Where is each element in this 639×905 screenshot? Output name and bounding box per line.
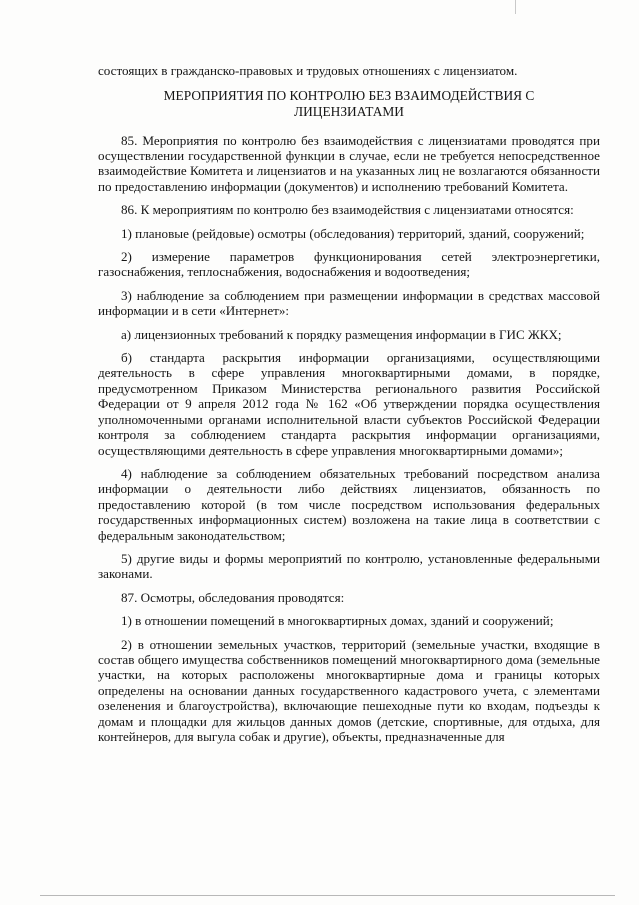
paragraph-87: 87. Осмотры, обследования проводятся: xyxy=(121,589,345,605)
scan-bottom-edge xyxy=(40,895,615,896)
paragraph-86-item-5: 5) другие виды и формы мероприятий по контролю, установленные федеральными законами. xyxy=(98,550,600,582)
scan-mark xyxy=(515,0,516,14)
paragraph-86-item-3: 3) наблюдение за соблюдением при размещении информации в средствах массовой информации и в сети «Интернет»: xyxy=(98,287,600,319)
paragraph-86-item-3a: а) лицензионных требований к порядку размещения информации в ГИС ЖКХ; xyxy=(121,326,562,342)
paragraph-continuation: состоящих в гражданско-правовых и трудовых отношениях с лицензиатом. xyxy=(98,63,518,78)
document-body xyxy=(98,63,600,744)
paragraph-85: 85. Мероприятия по контролю без взаимодействия с лицензиатами проводятся при осуществлении государственной функции в случае, если не требуется непосредственное взаимодействие Комитета и лицензиатов и на указанных лиц не возлагаются обязанности по предоставлению информации (документов) и исполнению требований Комитета. xyxy=(98,132,600,194)
paragraph-86-item-1: 1) плановые (рейдовые) осмотры (обследования) территорий, зданий, сооружений; xyxy=(121,225,585,241)
paragraph-86-item-3b: б) стандарта раскрытия информации организациями, осуществляющими деятельность в сфере управления многоквартирными домами, в порядке, предусмотренном Приказом Министерства регионального развития Российской Федерации от 9 апреля 2012 года № 162 «Об утверждении порядка осуществления уполномоченными органами исполнительной власти субъектов Российской Федерации контроля за соблюдением стандарта раскрытия информации организациями, осуществляющими деятельность в сфере управления многоквартирными домами»; xyxy=(98,350,600,458)
paragraph-87-item-2: 2) в отношении земельных участков, территорий (земельные участки, входящие в состав общего имущества собственников помещений многоквартирного дома (земельные участки, на которых расположены многоквартирные дома и границы которых определены на основании данных государственного кадастрового учета, с элементами озеленения и благоустройства), включающие пешеходные пути ко входам, подъезды к домам и площадки для жильцов данных домов (детские, спортивные, для отдыха, для контейнеров, для выгула собак и другие), объекты, предназначенные для xyxy=(98,636,600,744)
section-heading: МЕРОПРИЯТИЯ ПО КОНТРОЛЮ БЕЗ ВЗАИМОДЕЙСТВИЯ С ЛИЦЕНЗИАТАМИ xyxy=(163,88,535,119)
paragraph-86-item-2: 2) измерение параметров функционирования сетей электроэнергетики, газоснабжения, теплоснабжения, водоснабжения и водоотведения; xyxy=(98,249,600,280)
paragraph-86-item-4: 4) наблюдение за соблюдением обязательных требований посредством анализа информации о деятельности либо действиях лицензиатов, обязанность по предоставлению которой (в том числе посредством использования федеральных государственных информационных систем) возложена на такие лица в соответствии с федеральным законодательством; xyxy=(98,465,600,543)
paragraph-87-item-1: 1) в отношении помещений в многоквартирных домах, зданий и сооружений; xyxy=(121,613,554,629)
paragraph-86: 86. К мероприятиям по контролю без взаимодействия с лицензиатами относятся: xyxy=(121,202,574,218)
